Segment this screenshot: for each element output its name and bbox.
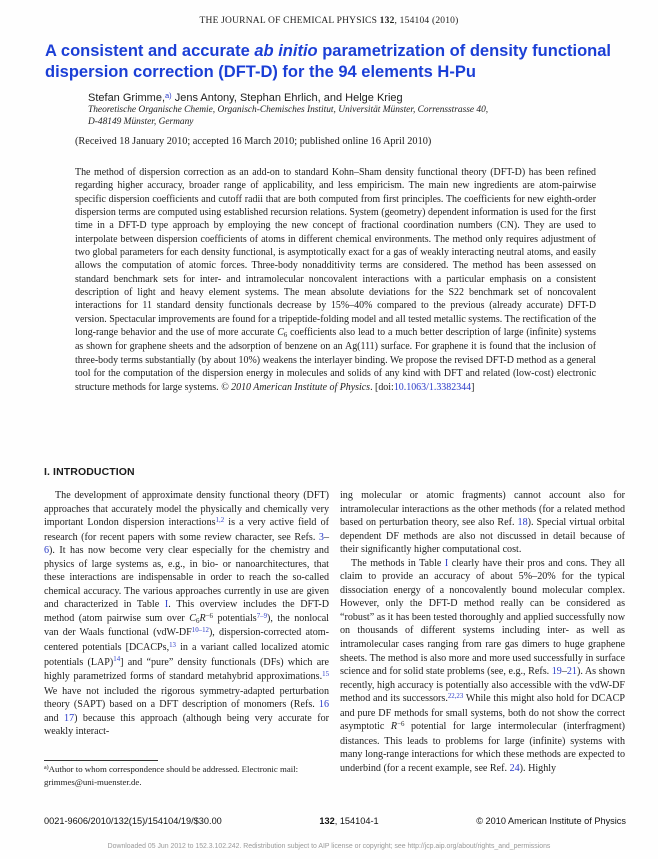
- text-run: –: [561, 666, 567, 678]
- citation-link[interactable]: 22,23: [447, 693, 464, 701]
- citation-link[interactable]: 14: [113, 656, 121, 664]
- text-run: potential for large intermolecular (interfragment) distances. This leads to problems for large (infinite) systems with many long-range interactions for which these methods are expected to underbind (for a recent example, see Ref.: [340, 721, 625, 774]
- text-run: , 154104 (2010): [394, 16, 459, 26]
- text-run: ). As shown recently, high accuracy is potentially also accessible with the vdW-DF method and its successors.: [340, 666, 626, 705]
- footnote-rule: [44, 760, 158, 761]
- received-line: (Received 18 January 2010; accepted 16 March 2010; published online 16 April 2010): [75, 136, 432, 147]
- journal-header: [0, 16, 658, 26]
- text-run: ). Special virtual orbital dependent DF methods are also not discussed in detail because of their significantly higher computational cost.: [340, 517, 625, 556]
- text-run: R: [390, 721, 398, 733]
- text-run: C: [277, 327, 284, 339]
- citation-link[interactable]: 7–9: [256, 612, 267, 620]
- text-run: © 2010 American Institute of Physics: [221, 381, 371, 393]
- text-run: Author to whom correspondence should be addressed. Electronic mail: grimmes@uni-muenster.de.: [44, 764, 299, 787]
- citation-link[interactable]: 16: [318, 699, 329, 711]
- text-run: ). It has now become very clear especially for the chemistry and physics of large systems as, e.g., in bio- or nanoarchitectures, that these interactions are indispensable in order to reach the so-called chemical accuracy. The various approaches currently in use are given and characterized in Table: [44, 545, 329, 611]
- text-run: ab initio: [254, 42, 318, 60]
- text-run: 132: [379, 16, 395, 26]
- text-run: The methods in Table: [351, 557, 445, 569]
- text-run: ]: [471, 381, 475, 393]
- text-run: −6: [205, 612, 213, 620]
- citation-link[interactable]: 17: [64, 712, 75, 724]
- text-run: C: [189, 612, 197, 624]
- text-run: , 154104-1: [334, 816, 379, 826]
- author-line: [88, 92, 608, 104]
- citation-link[interactable]: 6: [44, 545, 50, 557]
- text-run: D-48149 Münster, Germany: [88, 116, 194, 127]
- text-run: Stefan Grimme,: [88, 92, 166, 104]
- citation-link[interactable]: 3: [318, 531, 324, 543]
- text-run: in a variant called localized atomic potentials (LAP): [44, 642, 329, 668]
- citation-link[interactable]: 18: [517, 517, 528, 529]
- text-run: A consistent and accurate: [45, 42, 255, 60]
- text-run: potentials: [212, 612, 257, 624]
- text-run: and: [44, 712, 65, 724]
- text-run: The development of approximate density functional theory (DFT) approaches that accurately model the physically and chemically very important London dispersion interactions: [44, 490, 329, 529]
- text-run: ), the nonlocal van der Waals functional (vdW-DF: [44, 612, 329, 639]
- text-run: parametrization of density functional: [317, 42, 611, 60]
- text-run: ing molecular or atomic fragments) cannot account also for intramolecular interactions as the other methods (for a related method based on perturbation theory, see also Ref.: [340, 490, 625, 529]
- text-run: dispersion correction (DFT-D) for the 94 elements H-Pu: [45, 62, 476, 81]
- citation-link[interactable]: 21: [566, 666, 577, 678]
- text-run: Theoretische Organische Chemie, Organisch-Chemisches Institut, Universität Münster, Corrensstrasse 40,: [88, 105, 489, 115]
- affiliation: [88, 105, 608, 128]
- citation-link[interactable]: 15: [322, 671, 329, 679]
- text-run: 6: [196, 617, 200, 625]
- two-column-body: [44, 489, 626, 775]
- footnote-block: [44, 760, 329, 788]
- text-run: −6: [397, 721, 405, 729]
- text-run: ), dispersion-corrected atom-centered potentials [DCACPs,: [44, 627, 329, 654]
- text-run: ) because this approach (although being very accurate for weakly interact-: [44, 712, 329, 738]
- text-run: The method of dispersion correction as an add-on to standard Kohn–Sham density functional theory (DFT-D) has been refined regarding higher accuracy, broader range of applicability, and less empiricism. The main new ingredients are atom-pairwise specific dispersion coefficients and cutoff radii that are both computed from first principles. The coefficients for new eighth-order dispersion terms are computed using established recursion relations. System (geometry) dependent information is used for the first time in a DFT-D type approach by employing the new concept of fractional coordination numbers (CN). They are used to interpolate between dispersion coefficients of atoms in different chemical environments. The method only requires adjustment of two global parameters for each density functional, is asymptotically exact for a gas of weakly interacting neutral atoms, and easily allows the computation of atomic forces. Three-body nonadditivity terms are considered. The method has been assessed on standard benchmark sets for inter- and intramolecular noncovalent interactions with a particular emphasis on a consistent description of light and heavy element systems. The mean absolute deviations for the S22 benchmark set of noncovalent interactions for 11 standard density functionals decrease by 15%–40% compared to the previous (already accurate) DFT-D version. Spectacular improvements are found for a tripeptide-folding model and all tested metallic systems. The rectification of the long-range behavior and the use of more accurate: [75, 167, 596, 339]
- column-left: [44, 489, 329, 775]
- citation-link[interactable]: 1,2: [215, 517, 225, 525]
- text-run: ). Highly: [519, 762, 557, 774]
- citation-link[interactable]: 10–12: [191, 627, 209, 635]
- volume-page-number: [319, 816, 378, 826]
- issn-pricing-code: 0021-9606/2010/132(15)/154104/19/$30.00: [44, 816, 222, 826]
- citation-link[interactable]: I: [164, 599, 169, 611]
- text-run: a): [44, 765, 49, 772]
- text-run: R: [199, 612, 206, 624]
- citation-link[interactable]: 13: [169, 641, 176, 649]
- corresponding-author-footnote: [44, 764, 329, 788]
- copyright-notice: © 2010 American Institute of Physics: [476, 816, 626, 826]
- text-run: . This overview includes the DFT-D method (atom pairwise sum over: [44, 599, 329, 624]
- author-footnote-link[interactable]: a): [165, 90, 172, 100]
- paper-title: [45, 41, 630, 82]
- citation-link[interactable]: I: [444, 557, 449, 569]
- page-footer: [44, 816, 626, 826]
- text-run: While this might also hold for DCACP and pure DF methods for small systems, both do not show the correct asymptotic: [340, 693, 625, 733]
- text-run: THE JOURNAL OF CHEMICAL PHYSICS: [199, 16, 380, 26]
- section-heading-introduction: I. INTRODUCTION: [44, 466, 135, 478]
- citation-link[interactable]: 19: [551, 666, 562, 678]
- text-run: . [doi:: [370, 381, 394, 393]
- text-run: ] and “pure” density functionals (DFs) which are highly parametrized forms of standard metahybrid approximations.: [44, 656, 330, 683]
- intro-paragraph-2: [340, 557, 625, 776]
- text-run: coefficients also lead to a much better description of large (infinite) systems as shown for graphene sheets and the adsorption of benzene on an Ag(111) surface. For graphene it is found that the inclusion of three-body terms substantially (by about 10%) weakens the interlayer binding. We propose the revised DFT-D method as a general tool for the computation of the dispersion energy in molecules and solids of any kind with DFT and related (low-cost) electronic structure methods for large systems.: [75, 327, 596, 393]
- download-notice: Downloaded 05 Jun 2012 to 152.3.102.242. Redistribution subject to AIP license or copyright; see http://jcp.aip.org/about/rights_and_permissions: [107, 843, 551, 850]
- text-run: is a very active field of research (for recent papers with some review character, see Refs.: [44, 517, 329, 543]
- doi-link[interactable]: 10.1063/1.3382344: [393, 381, 472, 393]
- text-run: –: [323, 531, 329, 543]
- citation-link[interactable]: 24: [509, 762, 520, 774]
- text-run: 6: [283, 331, 288, 339]
- abstract: [75, 166, 596, 394]
- text-run: We have not included the rigorous symmetry-adapted perturbation theory (SAPT) based on a DFT description of monomers (Refs.: [44, 685, 329, 711]
- intro-paragraph-1: [44, 489, 329, 739]
- text-run: 132: [319, 816, 335, 826]
- text-run: clearly have their pros and cons. They all claim to provide an accuracy of about 5%–20% for the typical dissociation energy of a noncovalently bound molecular complex. However, only the DFT-D method really can be considered as “robust” as it has been tested thoroughly and applied successfully now on thousands of different systems including inter- as well as intramolecular cases ranging from rare gas dimers to huge graphene sheets. The method is also more and more used successfully in surface science and for solid state problems (see, e.g., Refs.: [340, 557, 625, 678]
- column-right: [340, 489, 625, 775]
- text-run: Jens Antony, Stephan Ehrlich, and Helge Krieg: [171, 92, 403, 104]
- intro-paragraph-1-continued: [340, 489, 625, 557]
